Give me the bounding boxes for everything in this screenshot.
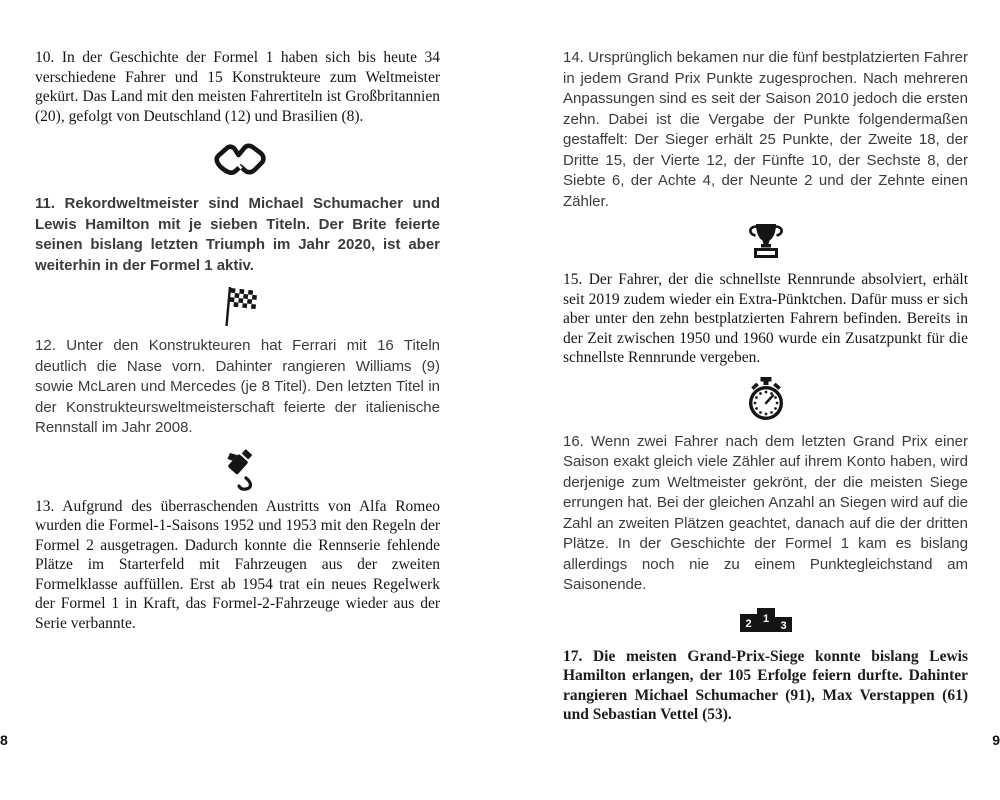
- trophy-icon: [744, 222, 788, 260]
- fact-13-paragraph: [35, 497, 440, 634]
- podium-icon: [739, 606, 793, 633]
- fact-text: Der Fahrer, der die schnellste Rennrunde absolviert, erhält seit 2019 zudem wieder ein Extra-Pünktchen. Dafür muss er sich aber unter den zehn bestplatzierten Fahrern befinden. Bereits in der Zeit zwischen 1950 und 1960 wurde ein Zusatzpunkt für die schnellste Rennrunde vergeben.: [563, 271, 968, 366]
- fact-number: 15.: [563, 271, 583, 288]
- fact-16-paragraph: [563, 432, 968, 596]
- right-page-column: [563, 48, 968, 725]
- fact-11-paragraph: [35, 194, 440, 276]
- fact-text: Ursprünglich bekamen nur die fünf bestplatzierten Fahrer in jedem Grand Prix Punkte zugesprochen. Nach mehreren Anpassungen sind es seit der Saison 2010 jedoch die ersten zehn. Dabei ist die Vergabe der Punkte folgendermaßen gestaffelt: Der Sieger erhält 25 Punkte, der Zweite 18, der Dritte 15, der Vierte 12, der Fünfte 10, der Sechste 8, der Siebte 6, der Achte 4, der Neunte 2 und der Zehnte einen Zähler.: [563, 49, 968, 210]
- icon-row: [35, 445, 440, 491]
- fact-text: In der Geschichte der Formel 1 haben sich bis heute 34 verschiedene Fahrer und 15 Konstrukteure zum Weltmeister gekürt. Das Land mit den meisten Fahrertiteln ist Großbritannien (20), gefolgt von Deutschland (12) und Brasilien (8).: [35, 49, 440, 125]
- fact-12-paragraph: [35, 336, 440, 439]
- fact-number: 11.: [35, 195, 56, 212]
- fact-number: 10.: [35, 49, 55, 66]
- page-number-right: 9: [992, 732, 1000, 748]
- icon-row: [35, 284, 440, 328]
- icon-row: [563, 222, 968, 260]
- fact-text: Rekordweltmeister sind Michael Schumacher und Lewis Hamilton mit je sieben Titeln. Der Brite feierte seinen bislang letzten Triumph im Jahr 2020, ist aber weiterhin in der Formel 1 aktiv.: [35, 195, 441, 274]
- fact-text: Die meisten Grand-Prix-Siege konnte bislang Lewis Hamilton erlangen, der 105 Erfolge feiern durfte. Dahinter rangieren Michael Schumacher (91), Max Verstappen (61) und Sebastian Vettel (53).: [563, 647, 968, 723]
- fuel-pump-icon: [215, 445, 261, 491]
- checkered-flag-icon: [219, 284, 257, 328]
- fact-number: 13.: [35, 497, 55, 515]
- left-page-column: [35, 48, 440, 633]
- fact-14-paragraph: [563, 48, 968, 212]
- icon-row: [563, 606, 968, 633]
- fact-text: Aufgrund des überraschenden Austritts von Alfa Romeo wurden die Formel-1-Saisons 1952 und 1953 mit den Regeln der Formel 2 ausgetragen. Dadurch konnte die Rennserie fehlende Plätze im Starterfeld mit Fahrzeugen aus der zweiten Formelklasse auffüllen. Erst ab 1954 trat ein neues Regelwerk der Formel 1 in Kraft, das Formel-2-Fahrzeuge wieder aus der Serie verbannte.: [35, 497, 440, 632]
- fact-text: Wenn zwei Fahrer nach dem letzten Grand Prix einer Saison exakt gleich viele Zähler auf ihrem Konto haben, wird derjenige zum Weltmeister gekrönt, der die meisten Siege errungen hat. Bei der gleichen Anzahl an Siegen wird auf die Zahl an zweiten Plätzen geachtet, danach auf die der dritten Plätze. In der Geschichte der Formel 1 kam es bislang allerdings noch nie zu einem Punktegleichstand am Saisonende.: [563, 432, 968, 593]
- fact-number: 17.: [563, 647, 583, 665]
- page-number-left: 8: [0, 732, 8, 748]
- stopwatch-icon: [746, 376, 786, 422]
- icon-row: [35, 142, 440, 178]
- fact-10-paragraph: [35, 48, 440, 126]
- fact-text: Unter den Konstrukteuren hat Ferrari mit 16 Titeln deutlich die Nase vorn. Dahinter rangieren Williams (9) sowie McLaren und Mercedes (je 8 Titel). Den letzten Titel in der Konstrukteursweltmeisterschaft feierte der italienische Rennstall im Jahr 2008.: [35, 337, 441, 436]
- fact-15-paragraph: [563, 270, 968, 368]
- icon-row: [563, 376, 968, 422]
- fact-number: 12.: [35, 337, 56, 354]
- podium-third-place-label: 3: [779, 619, 787, 632]
- race-track-icon: [210, 142, 266, 178]
- podium-second-place-label: 2: [744, 617, 752, 630]
- fact-number: 14.: [563, 49, 584, 66]
- fact-17-paragraph: [563, 647, 968, 725]
- podium-first-place-label: 1: [762, 612, 769, 625]
- fact-number: 16.: [563, 432, 584, 450]
